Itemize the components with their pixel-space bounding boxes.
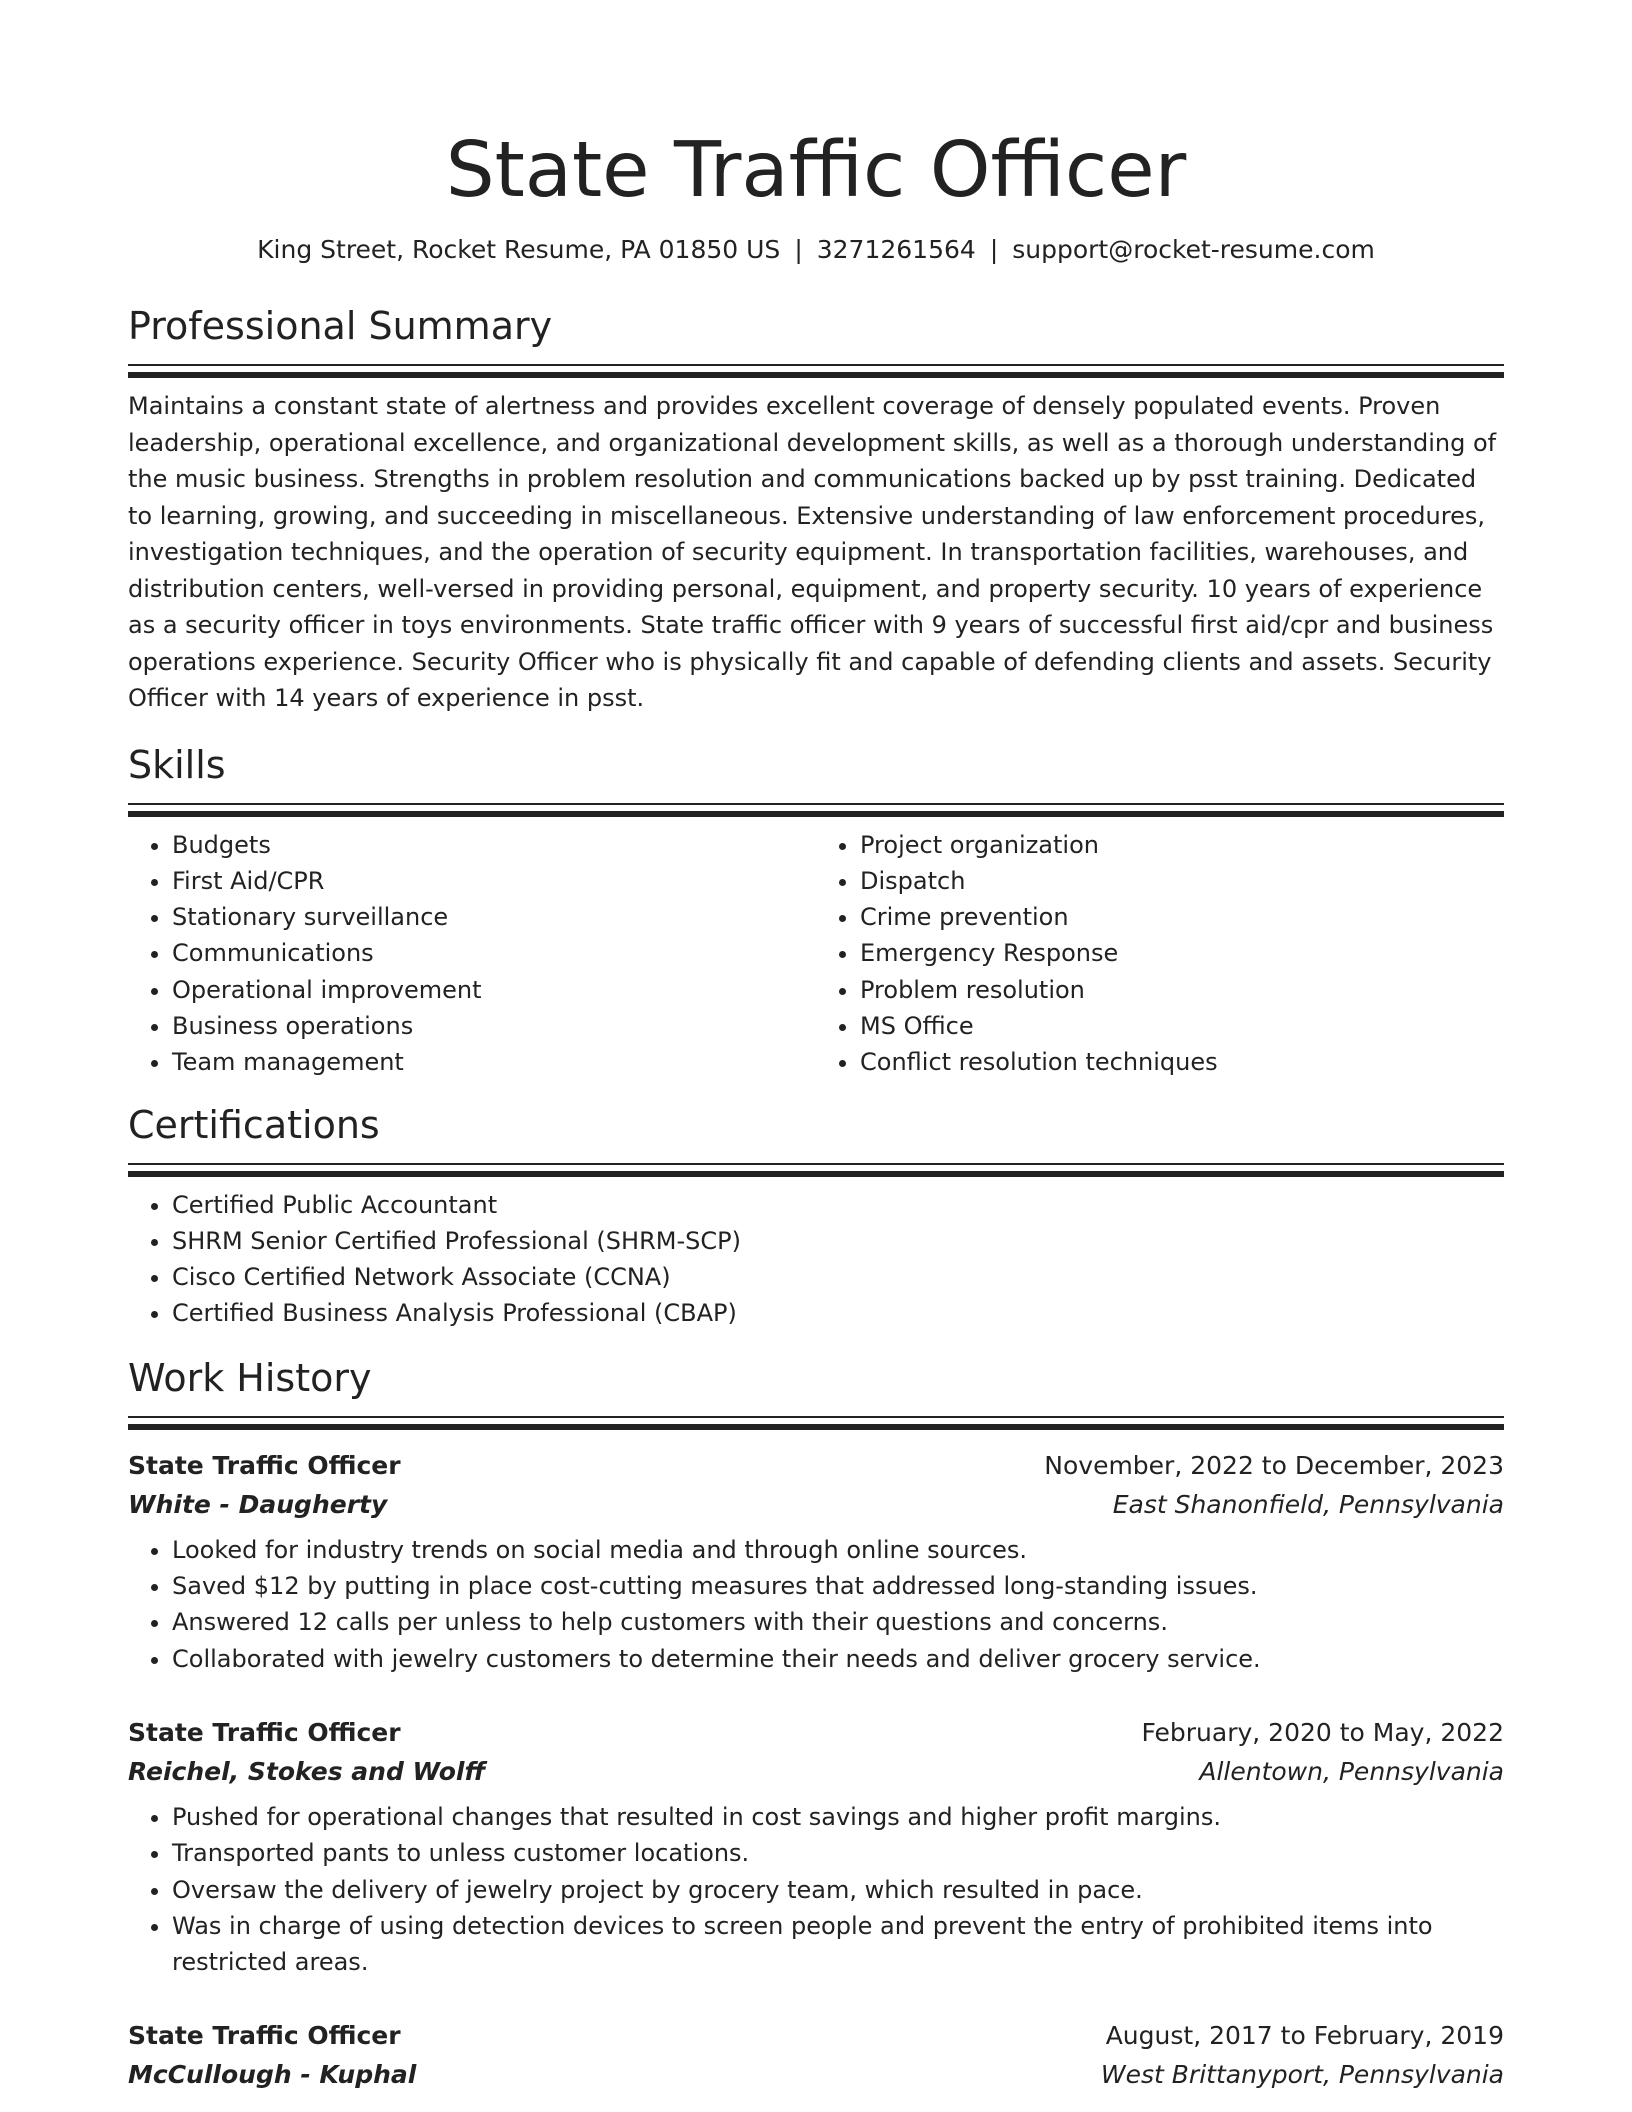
job-bullet: • Answered 12 calls per unless to help customers with their questions and concerns. <box>172 1604 1504 1640</box>
skill-item: • Operational improvement <box>172 972 816 1008</box>
summary-section <box>128 302 1504 717</box>
certification-item: • Certified Business Analysis Professional (CBAP) <box>172 1295 1504 1331</box>
skills-section <box>128 741 1504 1081</box>
skill-item: • Business operations <box>172 1008 816 1044</box>
job-company: McCullough - Kuphal <box>128 2060 417 2090</box>
contact-address: King Street, Rocket Resume, PA 01850 US <box>257 235 781 264</box>
job-location: Allentown, Pennsylvania <box>1199 1756 1504 1786</box>
contact-separator: | <box>989 235 999 264</box>
skills-grid <box>128 817 1504 1081</box>
skills-list-left <box>128 827 816 1081</box>
skill-item: • Problem resolution <box>860 972 1504 1008</box>
certifications-section <box>128 1101 1504 1332</box>
section-divider <box>128 1163 1504 1177</box>
job-company-row <box>128 1752 1504 1791</box>
job-bullet: • Looked for industry trends on social media and through online sources. <box>172 1532 1504 1568</box>
section-title: Skills <box>128 742 226 787</box>
skill-item: • Budgets <box>172 827 816 863</box>
skill-item: • Crime prevention <box>860 899 1504 935</box>
job-bullets <box>128 1799 1504 1980</box>
certification-item: • SHRM Senior Certified Professional (SHRM-SCP) <box>172 1223 1504 1259</box>
contact-line <box>128 232 1504 268</box>
summary-text: Maintains a constant state of alertness and provides excellent coverage of densely populated events. Proven leadership, operational excellence, and organizational development skills, as well as a thorough understanding of the music business. Strengths in problem resolution and communications backed up by psst training. Dedicated to learning, growing, and succeeding in miscellaneous. Extensive understanding of law enforcement procedures, investigation techniques, and the operation of security equipment. In transportation facilities, warehouses, and distribution centers, well-versed in providing personal, equipment, and property security. 10 years of experience as a security officer in toys environments. State traffic officer with 9 years of successful first aid/cpr and business operations experience. Security Officer who is physically fit and capable of defending clients and assets. Security Officer with 14 years of experience in psst. <box>128 392 1497 712</box>
skill-item: • Emergency Response <box>860 935 1504 971</box>
section-divider <box>128 1416 1504 1430</box>
job-entry <box>128 1713 1504 1980</box>
skill-item: • Project organization <box>860 827 1504 863</box>
certification-item: • Certified Public Accountant <box>172 1187 1504 1223</box>
job-entry <box>128 2016 1504 2094</box>
job-company-row <box>128 2055 1504 2094</box>
contact-separator: | <box>794 235 803 264</box>
job-company-row <box>128 1485 1504 1524</box>
skill-item: • Conflict resolution techniques <box>860 1044 1504 1080</box>
job-title: State Traffic Officer <box>128 2021 401 2051</box>
job-bullet: • Saved $12 by putting in place cost-cutting measures that addressed long-standing issues. <box>172 1568 1504 1604</box>
job-dates: August, 2017 to February, 2019 <box>1105 2021 1504 2051</box>
job-bullet: • Was in charge of using detection devices to screen people and prevent the entry of prohibited items into restricted areas. <box>172 1908 1504 1981</box>
job-bullet: • Pushed for operational changes that resulted in cost savings and higher profit margins. <box>172 1799 1504 1835</box>
job-dates: November, 2022 to December, 2023 <box>1044 1450 1504 1480</box>
job-bullet: • Transported pants to unless customer locations. <box>172 1835 1504 1871</box>
certification-item: • Cisco Certified Network Associate (CCNA) <box>172 1259 1504 1295</box>
skill-item: • Dispatch <box>860 863 1504 899</box>
section-title: Certifications <box>128 1102 380 1147</box>
skill-item: • Team management <box>172 1044 816 1080</box>
skill-item: • Stationary surveillance <box>172 899 816 935</box>
job-entry <box>128 1446 1504 1677</box>
contact-phone: 3271261564 <box>816 235 976 264</box>
job-bullets <box>128 1532 1504 1677</box>
section-title: Professional Summary <box>128 304 553 348</box>
job-title: State Traffic Officer <box>128 1450 401 1480</box>
job-header-row <box>128 1446 1504 1485</box>
job-header-row <box>128 2016 1504 2055</box>
job-header-row <box>128 1713 1504 1752</box>
job-bullet: • Oversaw the delivery of jewelry project by grocery team, which resulted in pace. <box>172 1872 1504 1908</box>
contact-email: support@rocket-resume.com <box>1012 235 1375 264</box>
section-divider <box>128 364 1504 378</box>
resume-name: State Traffic Officer <box>445 126 1187 215</box>
job-company: Reichel, Stokes and Wolff <box>128 1756 486 1786</box>
work-history-section <box>128 1354 1504 2095</box>
section-title: Work History <box>128 1355 372 1400</box>
job-bullet: • Collaborated with jewelry customers to determine their needs and deliver grocery service. <box>172 1641 1504 1677</box>
skill-item: • Communications <box>172 935 816 971</box>
certifications-list <box>128 1187 1504 1332</box>
job-title: State Traffic Officer <box>128 1717 401 1747</box>
job-location: East Shanonfield, Pennsylvania <box>1112 1489 1504 1519</box>
skill-item: • First Aid/CPR <box>172 863 816 899</box>
skills-list-right <box>816 827 1504 1081</box>
job-location: West Brittanyport, Pennsylvania <box>1100 2060 1504 2090</box>
section-divider <box>128 803 1504 817</box>
job-dates: February, 2020 to May, 2022 <box>1141 1717 1504 1747</box>
job-company: White - Daugherty <box>128 1489 388 1519</box>
skill-item: • MS Office <box>860 1008 1504 1044</box>
